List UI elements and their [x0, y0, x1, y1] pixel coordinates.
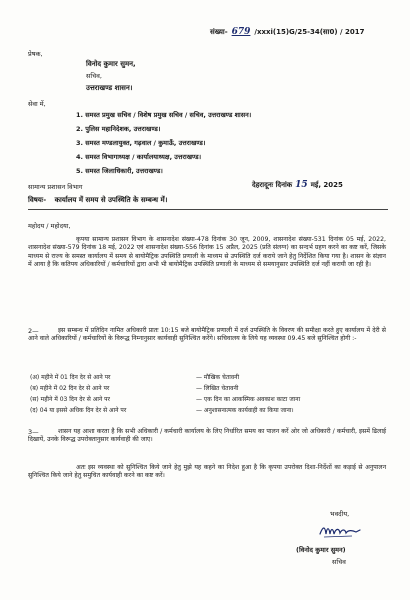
action-result: — लिखित चेतावनी [196, 385, 239, 392]
recipient-item: 4. समस्त विभागाध्यक्ष / कार्यालयाध्यक्ष, उत्तराखण्ड। [76, 153, 202, 161]
sender-name: विनोद कुमार सुमन, [86, 60, 136, 68]
subject: विषयः- कार्यालय में समय से उपस्थिति के सम्बन्ध में। [28, 196, 168, 204]
letter-number: संख्या- 679 /xxxi(15)G/25-34(सा0) / 2017 [210, 27, 365, 37]
paragraph-4: अतः इस व्यवस्था को सुनिश्चित किये जाने हेतु मुझे यह कहने का निदेश हुआ है कि कृपया उपरोक्त दिशा-निर्देशों का कड़ाई से अनुपालन सुनिश्चित किये जाने हेतु समुचित कार्यवाही करने का कष्ट करें। [28, 464, 386, 480]
recipient-item: 2. पुलिस महानिदेशक, उत्तराखण्ड। [76, 125, 161, 133]
recipient-item: 3. समस्त मण्डलायुक्त, गढ़वाल / कुमाऊँ, उत्तराखण्ड। [76, 139, 206, 147]
action-condition: (द) 04 या इससे अधिक दिन देर से आने पर [30, 407, 127, 414]
paragraph-3-number: 3— [28, 428, 39, 436]
paragraph-2: इस सम्बन्ध में प्रतिदिन नामित अधिकारी प्रातः 10:15 बजे बायोमैट्रिक प्रणाली में दर्ज उपस्थिति के विवरण की समीक्षा करते हुए कार्यालय में देरी से आने वाले अधिकारियों / कर्मचारियों के विरूद्ध निम्नानुसार कार्यवाही सुनिश्चित करेंगे। सचिवालय के लिये यह व्यवस्था 09.45 बजे सुनिश्चित होगी :- [28, 327, 386, 343]
action-result: — अनुशासनात्मक कार्यवाही का किया जाना। [196, 407, 294, 414]
action-result: — एक दिन का आकस्मिक अवकाश काटा जाना [196, 396, 301, 403]
department: सामान्य प्रशासन विभाग [28, 183, 83, 191]
paragraph-1: कृपया सामान्य प्रशासन विभाग के शासनादेश संख्या-478 दिनांक 30 जून, 2009, शासनादेश संख्या-531 दिनांक 05 मई, 2022, शासनादेश संख्या-579 दिनांक 18 मई, 2022 एवं शासनादेश संख्या-556 दिनांक 15 अप्रैल, 2025 (प्रति संलग्न) का सन्दर्भ ग्रहण करने का कष्ट करें, जिसके माध्यम से राज्य के समस्त कार्यालय में समय से बायोमैट्रिक उपस्थिति प्रणाली के माध्यम से उपस्थिति दर्ज कराये जाने हेतु निर्देशित किया गया है। शासन के संज्ञान में आया है कि कतिपय अधिकारियों / कर्मचारियों द्वारा अभी भी बायोमैट्रिक उपस्थिति प्रणाली के माध्यम से समयानुसार उपस्थिति दर्ज नहीं करायी जा रही है। [28, 236, 386, 269]
action-result: — मौखिक चेतावनी [196, 374, 240, 381]
sender-org: उत्तराखण्ड शासन। [86, 84, 133, 92]
closing-name: (विनोद कुमार सुमन) [296, 546, 346, 554]
action-condition: (स) महीने में 03 दिन देर से आने पर [30, 396, 110, 403]
subject-text: कार्यालय में समय से उपस्थिति के सम्बन्ध में। [54, 196, 168, 204]
sender-label: प्रेषक, [28, 50, 43, 58]
action-condition: (अ) महीने में 01 दिन देर से आने पर [30, 374, 111, 381]
sender-designation: सचिव, [86, 72, 102, 80]
salutation: महोदय / महोदया, [28, 222, 71, 230]
paragraph-3: शासन यह आशा करता है कि सभी अधिकारी / कर्मचारी कार्यालय के लिए निर्धारित समय का पालन करें ओर जो अधिकारी / कर्मचारी, इसमें ढिलाई दिखायें, उनके विरूद्ध उपरोक्तानुसार कार्यवाही की जाए। [28, 428, 386, 444]
closing-regards: भवदीय, [330, 510, 350, 518]
place-date: देहरादूनः दिनांक 15 मई, 2025 [252, 180, 343, 190]
recipient-item: 1. समस्त प्रमुख सचिव / विशेष प्रमुख सचिव / सचिव, उत्तराखण्ड शासन। [76, 111, 252, 119]
recipients-label: सेवा में, [28, 100, 46, 108]
date-handwritten: 15 [295, 180, 308, 190]
closing-designation: सचिव [332, 558, 346, 566]
letter-number-handwritten: 679 [231, 27, 251, 37]
recipient-item: 5. समस्त जिलाधिकारी, उत्तराखण्ड। [76, 167, 163, 175]
subject-divider [28, 209, 388, 210]
signature-image [318, 522, 362, 540]
paragraph-2-number: 2— [28, 327, 39, 335]
action-condition: (ब) महीने में 02 दिन देर से आने पर [30, 385, 110, 392]
